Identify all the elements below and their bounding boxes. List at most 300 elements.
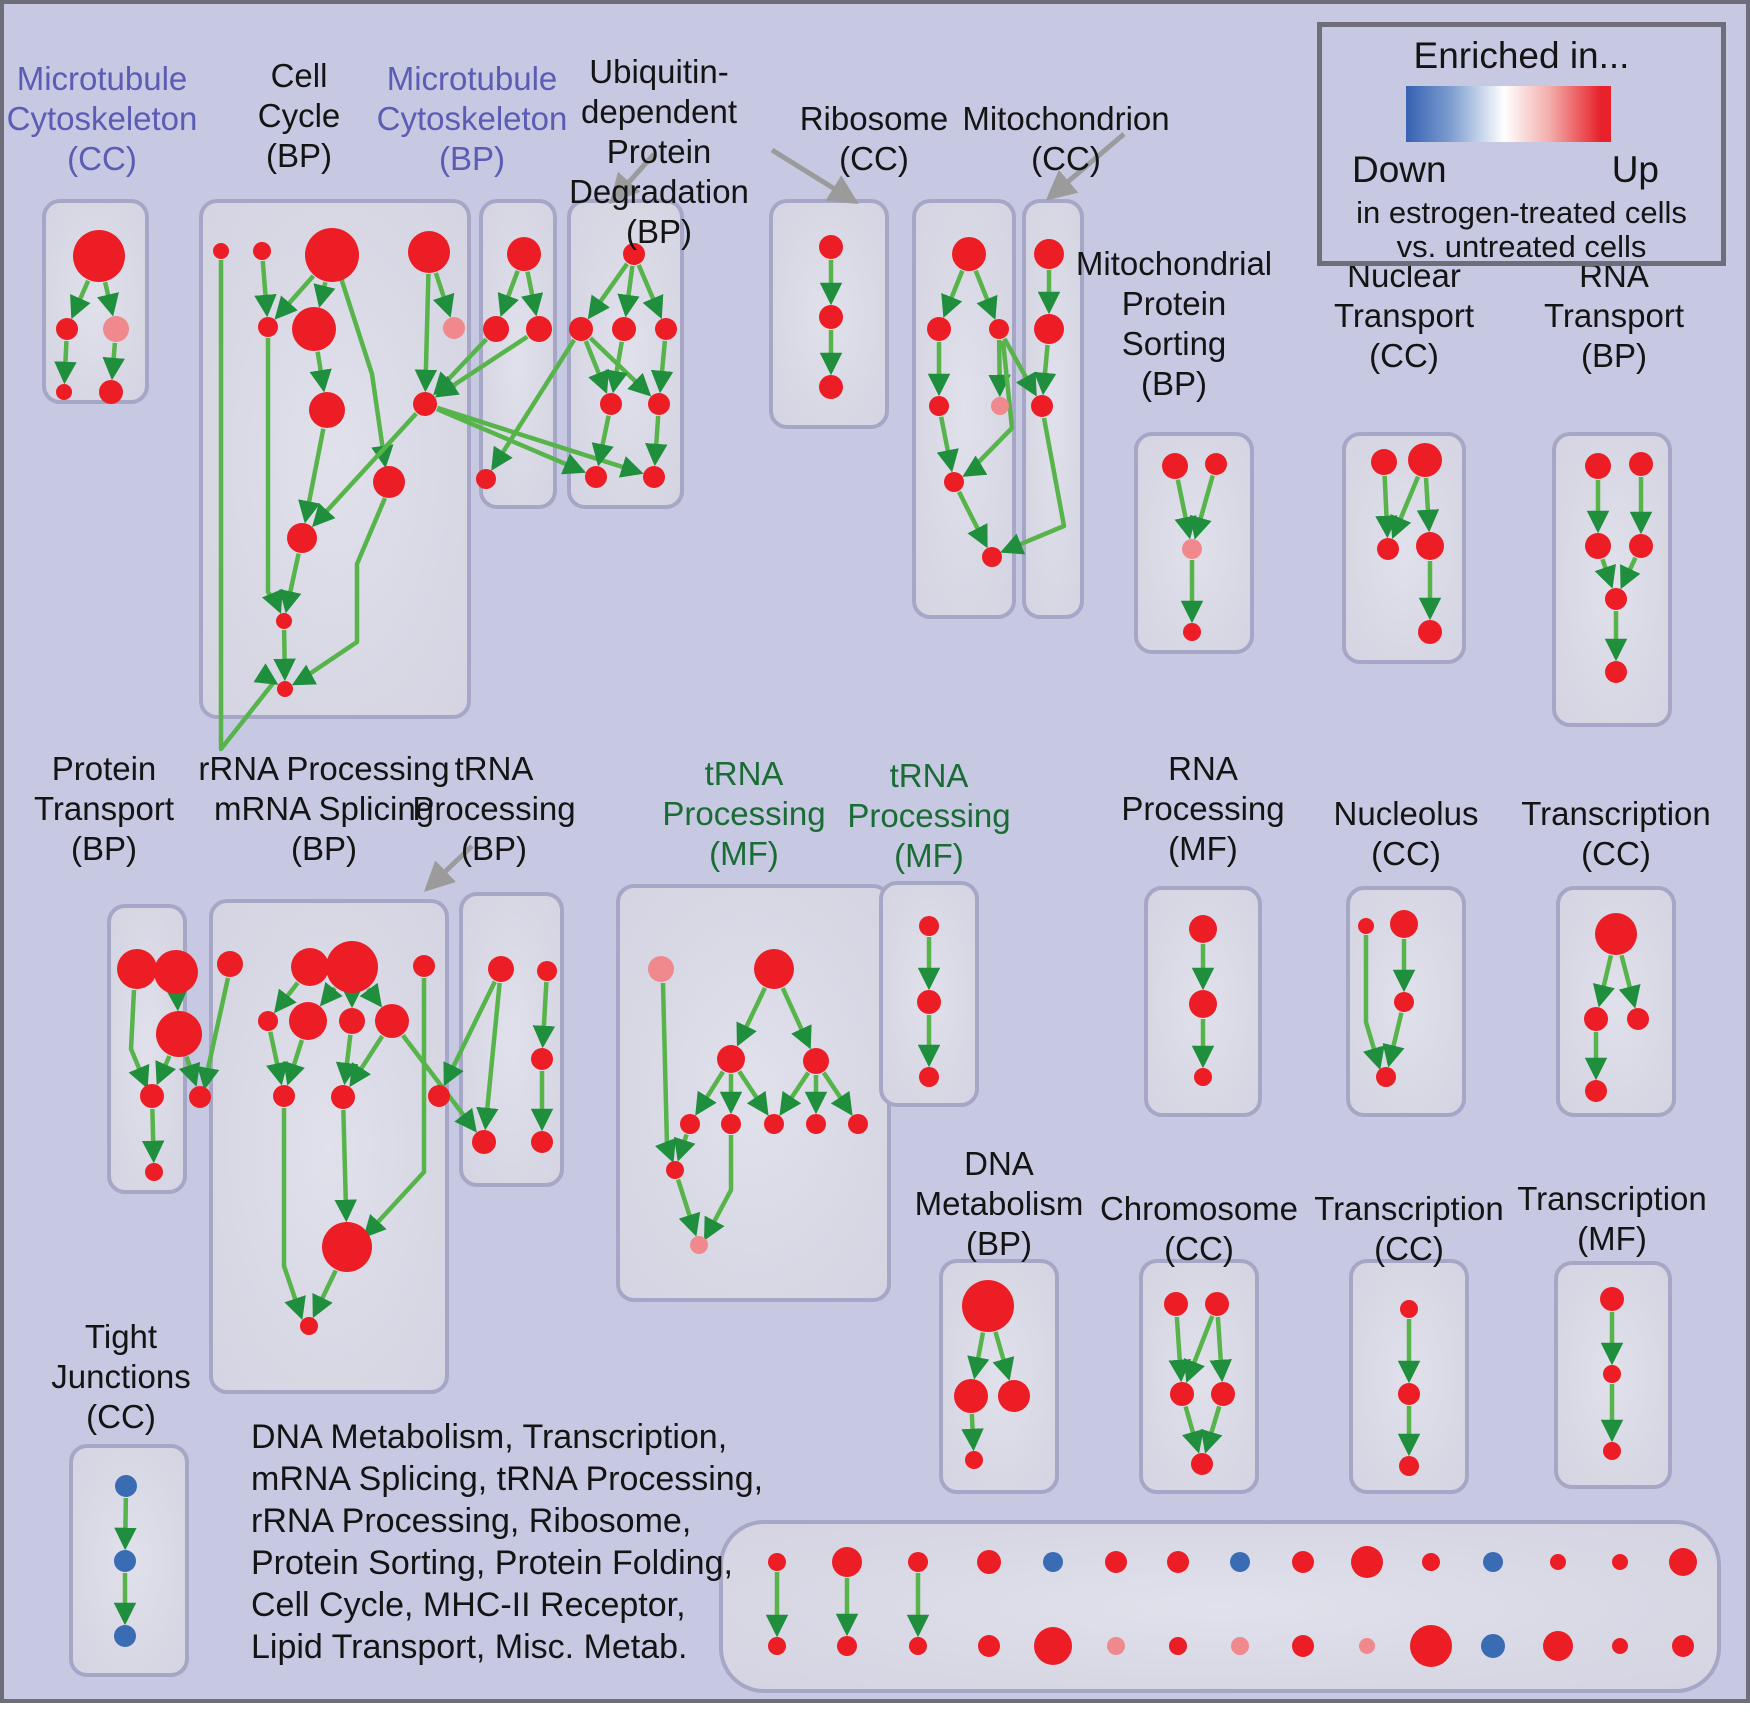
cluster-label-line: Processing [662, 795, 826, 832]
cluster-label-line: (MF) [1168, 830, 1238, 867]
go-term-node-tf3 [1603, 1442, 1621, 1460]
edge-ua-ub [590, 264, 627, 316]
cluster-label-line: (BP) [1140, 365, 1207, 402]
edge-qa-qe [270, 1032, 281, 1082]
cluster-label-line: (CC) [67, 140, 137, 177]
go-term-node-cc10 [373, 466, 405, 498]
go-term-node-b10t [1351, 1546, 1383, 1578]
go-term-node-qh [322, 1222, 372, 1272]
cluster-label-line: Ribosome [799, 100, 949, 137]
edge-mc3-mc5 [112, 343, 115, 376]
cluster-label-line: Processing [1121, 790, 1285, 827]
go-term-node-ms3 [1182, 539, 1202, 559]
go-term-node-cc3 [305, 228, 359, 282]
go-term-node-rg [982, 547, 1002, 567]
cluster-label-line: Degradation [569, 173, 749, 210]
cluster-label-line: Processing [847, 797, 1011, 834]
go-term-node-qi [300, 1317, 318, 1335]
edge-ms1-ms3 [1178, 480, 1189, 536]
cluster-label-line: Sorting [1121, 325, 1227, 362]
go-term-node-tj3 [114, 1625, 136, 1647]
go-term-node-mc3 [103, 316, 129, 342]
cluster-label-line: (CC) [1031, 140, 1101, 177]
edge-cc4-cc7 [436, 273, 449, 314]
cluster-label-dm [915, 1144, 1084, 1264]
edge-ua-uc [626, 266, 632, 313]
go-term-node-b8t [1230, 1552, 1250, 1572]
go-term-node-p3 [1194, 1068, 1212, 1086]
go-term-node-p2 [1189, 990, 1217, 1018]
go-term-node-b13b [1543, 1631, 1573, 1661]
go-term-node-nt4 [1416, 532, 1444, 560]
go-term-node-E [754, 949, 794, 989]
edge-mb1-mb3 [528, 272, 536, 313]
edge-q3-qd [368, 989, 379, 1004]
edge-ue-ug [599, 416, 609, 463]
edge-mb2-cc9 [436, 339, 486, 392]
edge-cc8-cc11 [306, 429, 324, 520]
misc-category-list-line: Cell Cycle, MHC-II Receptor, [251, 1586, 686, 1624]
go-term-node-dm1 [962, 1280, 1014, 1332]
legend-title: Enriched in... [1413, 35, 1630, 76]
go-term-node-epb [690, 1236, 708, 1254]
cluster-label-line: (CC) [86, 1398, 156, 1435]
legend-subtitle-line2: vs. untreated cells [1396, 229, 1647, 264]
cluster-label-line: (BP) [625, 213, 692, 250]
go-term-node-tf1 [1600, 1287, 1624, 1311]
go-term-node-b9t [1292, 1551, 1314, 1573]
cluster-label-line: (MF) [1577, 1220, 1647, 1257]
go-term-node-qd [375, 1004, 409, 1038]
edge-tc1-tc2 [1600, 955, 1611, 1003]
go-term-node-b12t [1483, 1552, 1503, 1572]
edge-qd-qf [352, 1036, 383, 1083]
go-term-node-tc1 [1595, 913, 1637, 955]
cluster-label-line: Transcription [1314, 1190, 1504, 1227]
go-term-node-tc3 [1627, 1008, 1649, 1030]
edge-ch2-ch3 [1188, 1316, 1212, 1379]
go-term-node-ra [952, 237, 986, 271]
legend-subtitle-line1: in estrogen-treated cells [1356, 195, 1687, 230]
cluster-label-line: Transport [1334, 297, 1474, 334]
cluster-label-rib [800, 99, 949, 179]
go-term-node-s2 [917, 990, 941, 1014]
go-term-node-ch5 [1191, 1453, 1213, 1475]
edge-tj1-tj2 [125, 1498, 126, 1546]
edge-pt3-pt5 [187, 1057, 196, 1083]
edge-e1-eA [663, 983, 672, 1159]
legend-box [1317, 22, 1726, 266]
edge-tc1-tc3 [1622, 955, 1635, 1004]
edge-dm1-dm2 [975, 1333, 983, 1376]
cluster-label-tmf [1517, 1179, 1707, 1259]
edge-ch3-ch5 [1186, 1406, 1198, 1449]
edge-ra-rb [945, 271, 962, 314]
misc-category-list-line: rRNA Processing, Ribosome, [251, 1502, 692, 1540]
cluster-label-line: Nucleolus [1333, 795, 1479, 832]
go-term-node-q4 [413, 955, 435, 977]
edge-w1-qg [446, 982, 495, 1083]
edge-E-er [783, 988, 809, 1045]
edge-rf-rg [959, 492, 986, 545]
go-term-node-cc4 [408, 231, 450, 273]
edge-cc2-cc5 [263, 261, 267, 313]
cluster-label-line: Microtubule [386, 60, 558, 97]
go-term-node-rt2 [1629, 452, 1653, 476]
go-term-node-nt3 [1377, 538, 1399, 560]
go-term-node-b7t [1167, 1551, 1189, 1573]
cluster-label-line: RNA [1579, 257, 1649, 294]
go-term-node-dm3 [998, 1380, 1030, 1412]
go-term-node-cc13 [277, 681, 293, 697]
go-term-node-eb3 [764, 1114, 784, 1134]
go-term-node-u2b [819, 305, 843, 329]
cluster-label-line: (CC) [1374, 1230, 1444, 1267]
go-term-node-b14t [1612, 1554, 1628, 1570]
cluster-label-line: rRNA Processing [198, 750, 450, 787]
go-term-node-nt5 [1418, 620, 1442, 644]
edge-rc-re [999, 340, 1000, 393]
edge-q2-qa [277, 983, 298, 1010]
cluster-label-mtbp [377, 59, 568, 179]
go-term-node-rt4 [1629, 534, 1653, 558]
cluster-label-tcm [1521, 794, 1711, 874]
go-term-node-mc2 [56, 318, 78, 340]
edge-n1-n4 [1366, 935, 1379, 1066]
edge-eb2-epb [706, 1135, 731, 1237]
cluster-label-line: (CC) [1581, 835, 1651, 872]
go-term-node-b12b [1481, 1634, 1505, 1658]
cluster-label-line: (BP) [266, 137, 332, 174]
cluster-label-line: RNA [1168, 750, 1238, 787]
go-term-node-eb2 [721, 1114, 741, 1134]
go-term-node-ug [585, 466, 607, 488]
go-term-node-b2b [837, 1636, 857, 1656]
go-term-node-cc8 [309, 392, 345, 428]
cluster-label-tbp [412, 749, 575, 869]
edge-nt2-nt4 [1426, 478, 1429, 528]
go-term-node-b6b [1107, 1637, 1125, 1655]
go-term-node-b5t [1043, 1552, 1063, 1572]
edge-q3-qb [323, 988, 335, 1003]
go-term-node-b7b [1169, 1637, 1187, 1655]
go-term-node-rf [944, 472, 964, 492]
go-term-node-p1 [1189, 915, 1217, 943]
cluster-label-mtcc [7, 59, 198, 179]
go-term-node-pt2 [154, 950, 198, 994]
cluster-label-line: Protein [606, 133, 712, 170]
go-term-node-b4b [978, 1635, 1000, 1657]
cluster-label-line: tRNA [454, 750, 534, 787]
go-term-node-tb3 [1399, 1456, 1419, 1476]
edge-cc3-cc6 [320, 282, 325, 304]
go-term-node-wd [472, 1130, 496, 1154]
cluster-label-line: tRNA [704, 755, 784, 792]
go-term-node-we [531, 1131, 553, 1153]
cluster-label-line: Protein [51, 750, 157, 787]
cluster-label-line: Cytoskeleton [376, 100, 568, 137]
edge-ms2-ms3 [1196, 476, 1213, 536]
go-term-node-el [717, 1045, 745, 1073]
cluster-label-line: dependent [580, 93, 737, 130]
go-term-node-er [803, 1048, 829, 1074]
go-term-node-q3 [326, 941, 378, 993]
edge-eA-epb [678, 1180, 695, 1233]
go-term-node-qb [289, 1002, 327, 1040]
go-term-node-b1b [768, 1637, 786, 1655]
cluster-label-line: Cell [270, 57, 328, 94]
cluster-label-line: Cycle [257, 97, 341, 134]
go-term-node-w2 [537, 961, 557, 981]
cluster-label-mit [962, 99, 1169, 179]
cluster-label-line: Tight [84, 1318, 158, 1355]
go-term-node-rd [929, 396, 949, 416]
edge-dm1-dm3 [995, 1332, 1008, 1377]
cluster-label-line: Junctions [51, 1358, 191, 1395]
go-term-node-qf [331, 1085, 355, 1109]
go-term-node-eb5 [848, 1114, 868, 1134]
go-term-node-cc5 [258, 317, 278, 337]
edge-E-el [739, 988, 765, 1043]
cluster-label-line: (BP) [965, 1225, 1032, 1262]
edge-mi2-mi3 [1043, 345, 1047, 391]
go-term-node-b6t [1105, 1551, 1127, 1573]
go-term-node-rt6 [1605, 661, 1627, 683]
go-term-node-rt3 [1585, 533, 1611, 559]
go-term-node-mc4 [56, 384, 72, 400]
cluster-label-line: Chromosome [1099, 1190, 1299, 1227]
go-term-node-b13t [1550, 1554, 1566, 1570]
edge-er-eb5 [824, 1073, 850, 1113]
go-term-node-ms4 [1183, 623, 1201, 641]
go-term-node-dm4 [965, 1451, 983, 1469]
cluster-label-line: (CC) [839, 140, 909, 177]
go-term-node-u2c [819, 375, 843, 399]
go-term-node-tc2 [1584, 1007, 1608, 1031]
cluster-label-nt [1334, 256, 1474, 376]
edge-pt4-pt6 [152, 1109, 153, 1159]
go-term-node-eA [666, 1161, 684, 1179]
edge-pt2-pt3 [177, 995, 178, 1007]
cluster-label-cc [258, 56, 341, 176]
edge-qe-qi [284, 1108, 301, 1316]
cluster-label-ub1 [569, 52, 749, 252]
go-term-node-b15t [1669, 1548, 1697, 1576]
go-term-node-e1 [648, 956, 674, 982]
cluster-label-tcb [1314, 1189, 1504, 1269]
go-term-node-cc1 [213, 243, 229, 259]
go-term-node-eb4 [806, 1114, 826, 1134]
go-term-node-ms2 [1205, 453, 1227, 475]
go-term-node-b3t [908, 1552, 928, 1572]
edge-rt3-rt5 [1603, 559, 1612, 585]
go-term-node-ch4 [1211, 1382, 1235, 1406]
edge-dm2-dm4 [972, 1414, 974, 1447]
edge-pt3-pt4 [158, 1056, 169, 1081]
edge-mi3-rg [1004, 418, 1064, 551]
cluster-label-line: (MF) [894, 837, 964, 874]
edge-cc9-cc11 [315, 414, 416, 524]
go-term-node-qg [428, 1085, 450, 1107]
go-term-node-q2 [291, 948, 329, 986]
go-term-node-mb3 [526, 316, 552, 342]
edge-mc1-mc2 [73, 281, 88, 316]
cluster-label-line: (BP) [1581, 337, 1647, 374]
go-term-node-ms1 [1162, 453, 1188, 479]
cluster-label-line: (MF) [709, 835, 779, 872]
go-term-node-cc12 [276, 613, 292, 629]
misc-category-list-line: DNA Metabolism, Transcription, [251, 1418, 728, 1456]
go-term-node-n2 [1390, 910, 1418, 938]
cluster-label-rt [1544, 256, 1684, 376]
go-term-node-rt1 [1585, 453, 1611, 479]
edge-cc6-cc8 [318, 352, 324, 389]
cluster-label-line: Transport [1544, 297, 1684, 334]
edge-rd-rf [941, 417, 951, 468]
edge-cc12-cc13 [284, 630, 285, 677]
go-term-node-rb [927, 317, 951, 341]
go-term-node-n3 [1394, 992, 1414, 1012]
edge-ch2-ch4 [1218, 1317, 1222, 1378]
cluster-label-line: Nuclear [1347, 257, 1461, 294]
go-term-node-s1 [919, 916, 939, 936]
edge-el-eb1 [697, 1072, 723, 1112]
cluster-label-tm [662, 754, 825, 874]
go-term-node-b1t [768, 1553, 786, 1571]
cluster-label-ms [1076, 244, 1272, 404]
misc-category-list-line: mRNA Splicing, tRNA Processing, [251, 1460, 764, 1498]
edge-ud-uf [660, 341, 664, 389]
edge-ua-ud [639, 265, 660, 315]
cluster-label-ts [847, 756, 1010, 876]
go-term-node-re [991, 397, 1009, 415]
go-term-node-q1 [217, 951, 243, 977]
go-term-node-rc [989, 319, 1009, 339]
misc-category-list-line: Protein Sorting, Protein Folding, [251, 1544, 733, 1582]
go-term-node-b4t [977, 1550, 1001, 1574]
edge-rt4-rt5 [1622, 558, 1635, 586]
go-term-node-cc9 [413, 392, 437, 416]
go-term-node-b11b [1410, 1625, 1452, 1667]
cluster-label-nu [1334, 794, 1479, 874]
edge-uf-uh [655, 416, 658, 462]
cluster-label-line: tRNA [889, 757, 969, 794]
go-term-node-u2a [819, 235, 843, 259]
edge-qc-qf [345, 1035, 350, 1081]
cluster-label-line: Transcription [1517, 1180, 1707, 1217]
go-term-node-ue [600, 393, 622, 415]
go-term-node-mi3 [1031, 395, 1053, 417]
go-term-node-tj1 [115, 1475, 137, 1497]
cluster-label-line: Cytoskeleton [6, 100, 198, 137]
go-term-node-mb4 [476, 469, 496, 489]
edge-cc3-cc10 [341, 278, 385, 464]
go-term-node-b15b [1672, 1635, 1694, 1657]
legend-up-label: Up [1611, 149, 1659, 190]
cluster-label-line: Transcription [1521, 795, 1711, 832]
go-term-node-tb2 [1398, 1383, 1420, 1405]
go-term-node-mb1 [507, 237, 541, 271]
edge-nt1-nt3 [1385, 476, 1388, 534]
cluster-label-line: Ubiquitin- [589, 53, 729, 90]
go-term-node-n1 [1358, 918, 1374, 934]
go-term-node-cc11 [287, 523, 317, 553]
edge-ch4-ch5 [1206, 1406, 1219, 1449]
go-term-node-b5b [1034, 1627, 1072, 1665]
go-term-node-qe [273, 1085, 295, 1107]
go-term-node-tc4 [1585, 1080, 1607, 1102]
go-term-node-b14b [1612, 1638, 1628, 1654]
go-term-node-pt6 [145, 1163, 163, 1181]
cluster-label-line: (CC) [1371, 835, 1441, 872]
go-term-node-ch1 [1164, 1292, 1188, 1316]
edge-n3-n4 [1389, 1013, 1401, 1064]
cluster-label-line: Microtubule [16, 60, 188, 97]
edge-ch1-ch3 [1177, 1317, 1181, 1378]
edge-pt1-pt4 [131, 990, 146, 1085]
cluster-label-ch [1100, 1189, 1298, 1269]
go-term-node-b9b [1292, 1635, 1314, 1657]
edge-nt2-nt3 [1394, 477, 1418, 536]
legend-gradient-bar [1406, 86, 1611, 142]
go-term-node-b8b [1231, 1637, 1249, 1655]
edge-qb-qe [289, 1040, 302, 1082]
go-term-node-uh [643, 466, 665, 488]
go-term-node-tf2 [1603, 1365, 1621, 1383]
go-term-node-cc7 [443, 317, 465, 339]
go-term-node-pt1 [117, 949, 157, 989]
edge-w1-wd [486, 983, 500, 1126]
go-term-node-tj2 [114, 1550, 136, 1572]
go-term-node-mc5 [99, 380, 123, 404]
go-term-node-pt5 [189, 1086, 211, 1108]
cluster-label-line: (BP) [71, 830, 137, 867]
go-term-node-mi2 [1034, 314, 1064, 344]
go-term-node-rt5 [1605, 588, 1627, 610]
cluster-label-line: Protein [1121, 285, 1227, 322]
cluster-label-line: Mitochondrial [1075, 245, 1273, 282]
go-term-node-pt3 [156, 1011, 202, 1057]
go-term-node-dm2 [954, 1379, 988, 1413]
edge-cc11-cc12 [287, 554, 299, 610]
go-term-node-nt2 [1408, 443, 1442, 477]
go-term-node-pt4 [140, 1084, 164, 1108]
edge-mc1-mc3 [105, 282, 112, 312]
cluster-label-line: (CC) [1369, 337, 1439, 374]
edge-w2-wm [543, 982, 547, 1044]
cluster-label-line: Transport [34, 790, 174, 827]
cluster-label-line: (CC) [1164, 1230, 1234, 1267]
go-term-node-tb1 [1400, 1300, 1418, 1318]
edge-mc2-mc4 [65, 341, 67, 380]
go-term-node-uc [612, 317, 636, 341]
cluster-label-line: (BP) [290, 830, 357, 867]
cluster-label-line: Processing [412, 790, 576, 827]
edge-el-eb3 [739, 1072, 766, 1113]
edge-q1-pt5 [205, 978, 228, 1086]
go-term-node-ud [655, 318, 677, 340]
go-term-node-b2t [832, 1547, 862, 1577]
go-term-node-uf [648, 393, 670, 415]
go-term-node-qa [258, 1011, 278, 1031]
edge-cc5-cc12 [268, 338, 279, 610]
go-term-node-n4 [1376, 1067, 1396, 1087]
go-term-node-b10b [1359, 1638, 1375, 1654]
go-term-node-cc6 [292, 307, 336, 351]
go-term-node-w1 [488, 956, 514, 982]
go-term-node-eb1 [680, 1114, 700, 1134]
cluster-label-line: (BP) [438, 140, 505, 177]
